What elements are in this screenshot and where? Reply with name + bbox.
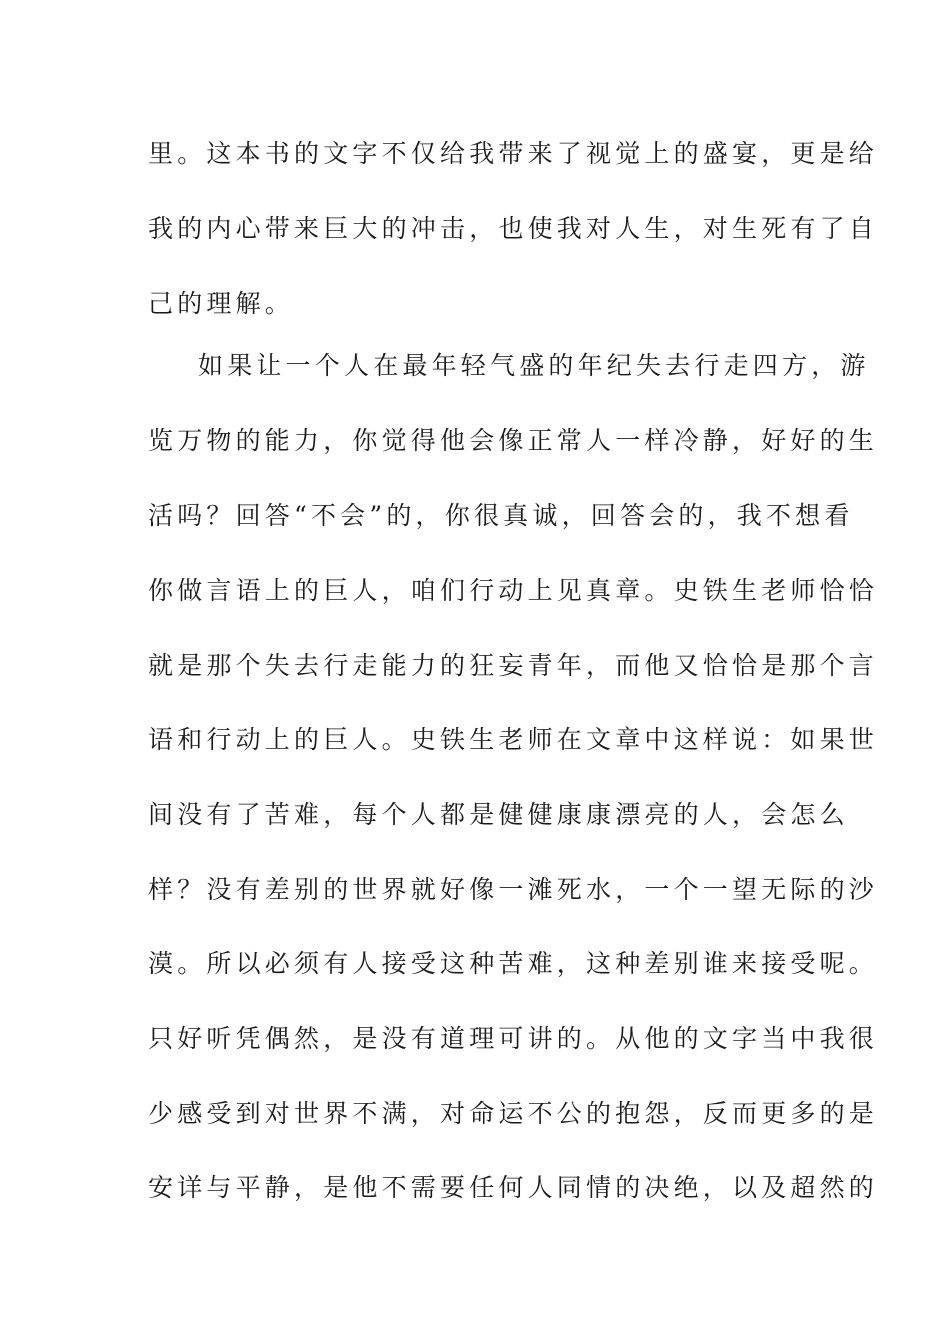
text-line: 样？没有差别的世界就好像一滩死水，一个一望无际的沙 — [148, 875, 879, 904]
text-line: 里。这本书的文字不仅给我带来了视觉上的盛宴，更是给 — [148, 139, 879, 168]
text-line: 我的内心带来巨大的冲击，也使我对人生，对生死有了自 — [148, 214, 879, 243]
text-line: 间没有了苦难，每个人都是健健康康漂亮的人，会怎么 — [148, 800, 849, 829]
text-line: 活吗？回答“不会”的，你很真诚，回答会的，我不想看 — [148, 501, 854, 530]
text-line: 安详与平静，是他不需要任何人同情的决绝，以及超然的 — [148, 1173, 879, 1202]
text-line: 览万物的能力，你觉得他会像正常人一样冷静，好好的生 — [148, 426, 879, 455]
text-line: 你做言语上的巨人，咱们行动上见真章。史铁生老师恰恰 — [148, 576, 879, 605]
text-line: 语和行动上的巨人。史铁生老师在文章中这样说：如果世 — [148, 725, 879, 754]
text-line: 己的理解。 — [148, 289, 295, 318]
text-line: 就是那个失去行走能力的狂妄青年，而他又恰恰是那个言 — [148, 651, 879, 680]
paragraph-first-line: 如果让一个人在最年轻气盛的年纪失去行走四方，游 — [198, 351, 870, 380]
text-line: 少感受到对世界不满，对命运不公的抱怨，反而更多的是 — [148, 1099, 879, 1128]
text-line: 只好听凭偶然，是没有道理可讲的。从他的文字当中我很 — [148, 1024, 879, 1053]
text-line: 漠。所以必须有人接受这种苦难，这种差别谁来接受呢。 — [148, 949, 879, 978]
